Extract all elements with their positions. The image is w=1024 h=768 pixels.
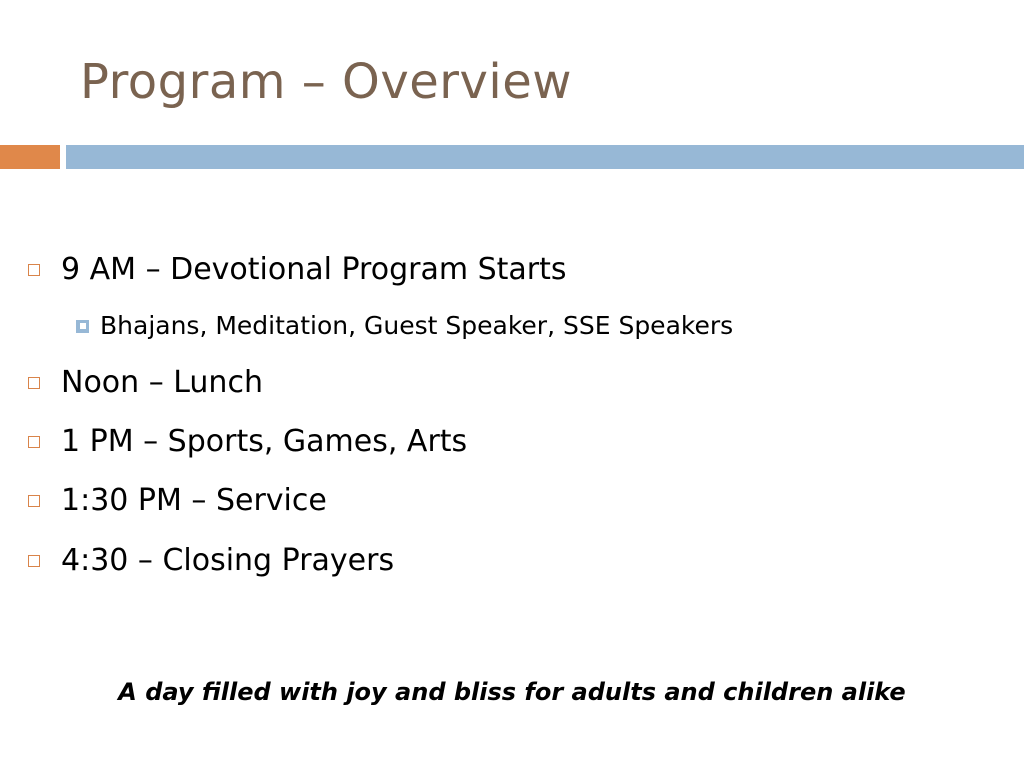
accent-bar-blue xyxy=(66,145,1024,169)
hollow-square-icon xyxy=(28,377,40,389)
list-item-text: 9 AM – Devotional Program Starts xyxy=(61,252,567,287)
list-item xyxy=(28,481,327,521)
list-item xyxy=(28,422,467,462)
list-item xyxy=(28,250,567,290)
hollow-square-icon xyxy=(28,436,40,448)
accent-bar-orange xyxy=(0,145,60,169)
sub-list-item xyxy=(76,310,733,342)
list-item-text: 1:30 PM – Service xyxy=(61,483,327,518)
sub-list-item-text: Bhajans, Meditation, Guest Speaker, SSE Speakers xyxy=(100,311,734,340)
list-item-text: 1 PM – Sports, Games, Arts xyxy=(61,424,468,459)
list-item-text: Noon – Lunch xyxy=(61,365,263,400)
hollow-square-icon xyxy=(28,555,40,567)
hollow-square-icon xyxy=(28,264,40,276)
hollow-square-icon xyxy=(28,495,40,507)
list-item xyxy=(28,363,263,403)
list-item-text: 4:30 – Closing Prayers xyxy=(61,543,395,578)
footer-tagline: A day filled with joy and bliss for adults and children alike xyxy=(118,678,906,706)
filled-square-icon xyxy=(76,320,89,333)
list-item xyxy=(28,541,394,581)
slide-title: Program – Overview xyxy=(80,54,573,110)
